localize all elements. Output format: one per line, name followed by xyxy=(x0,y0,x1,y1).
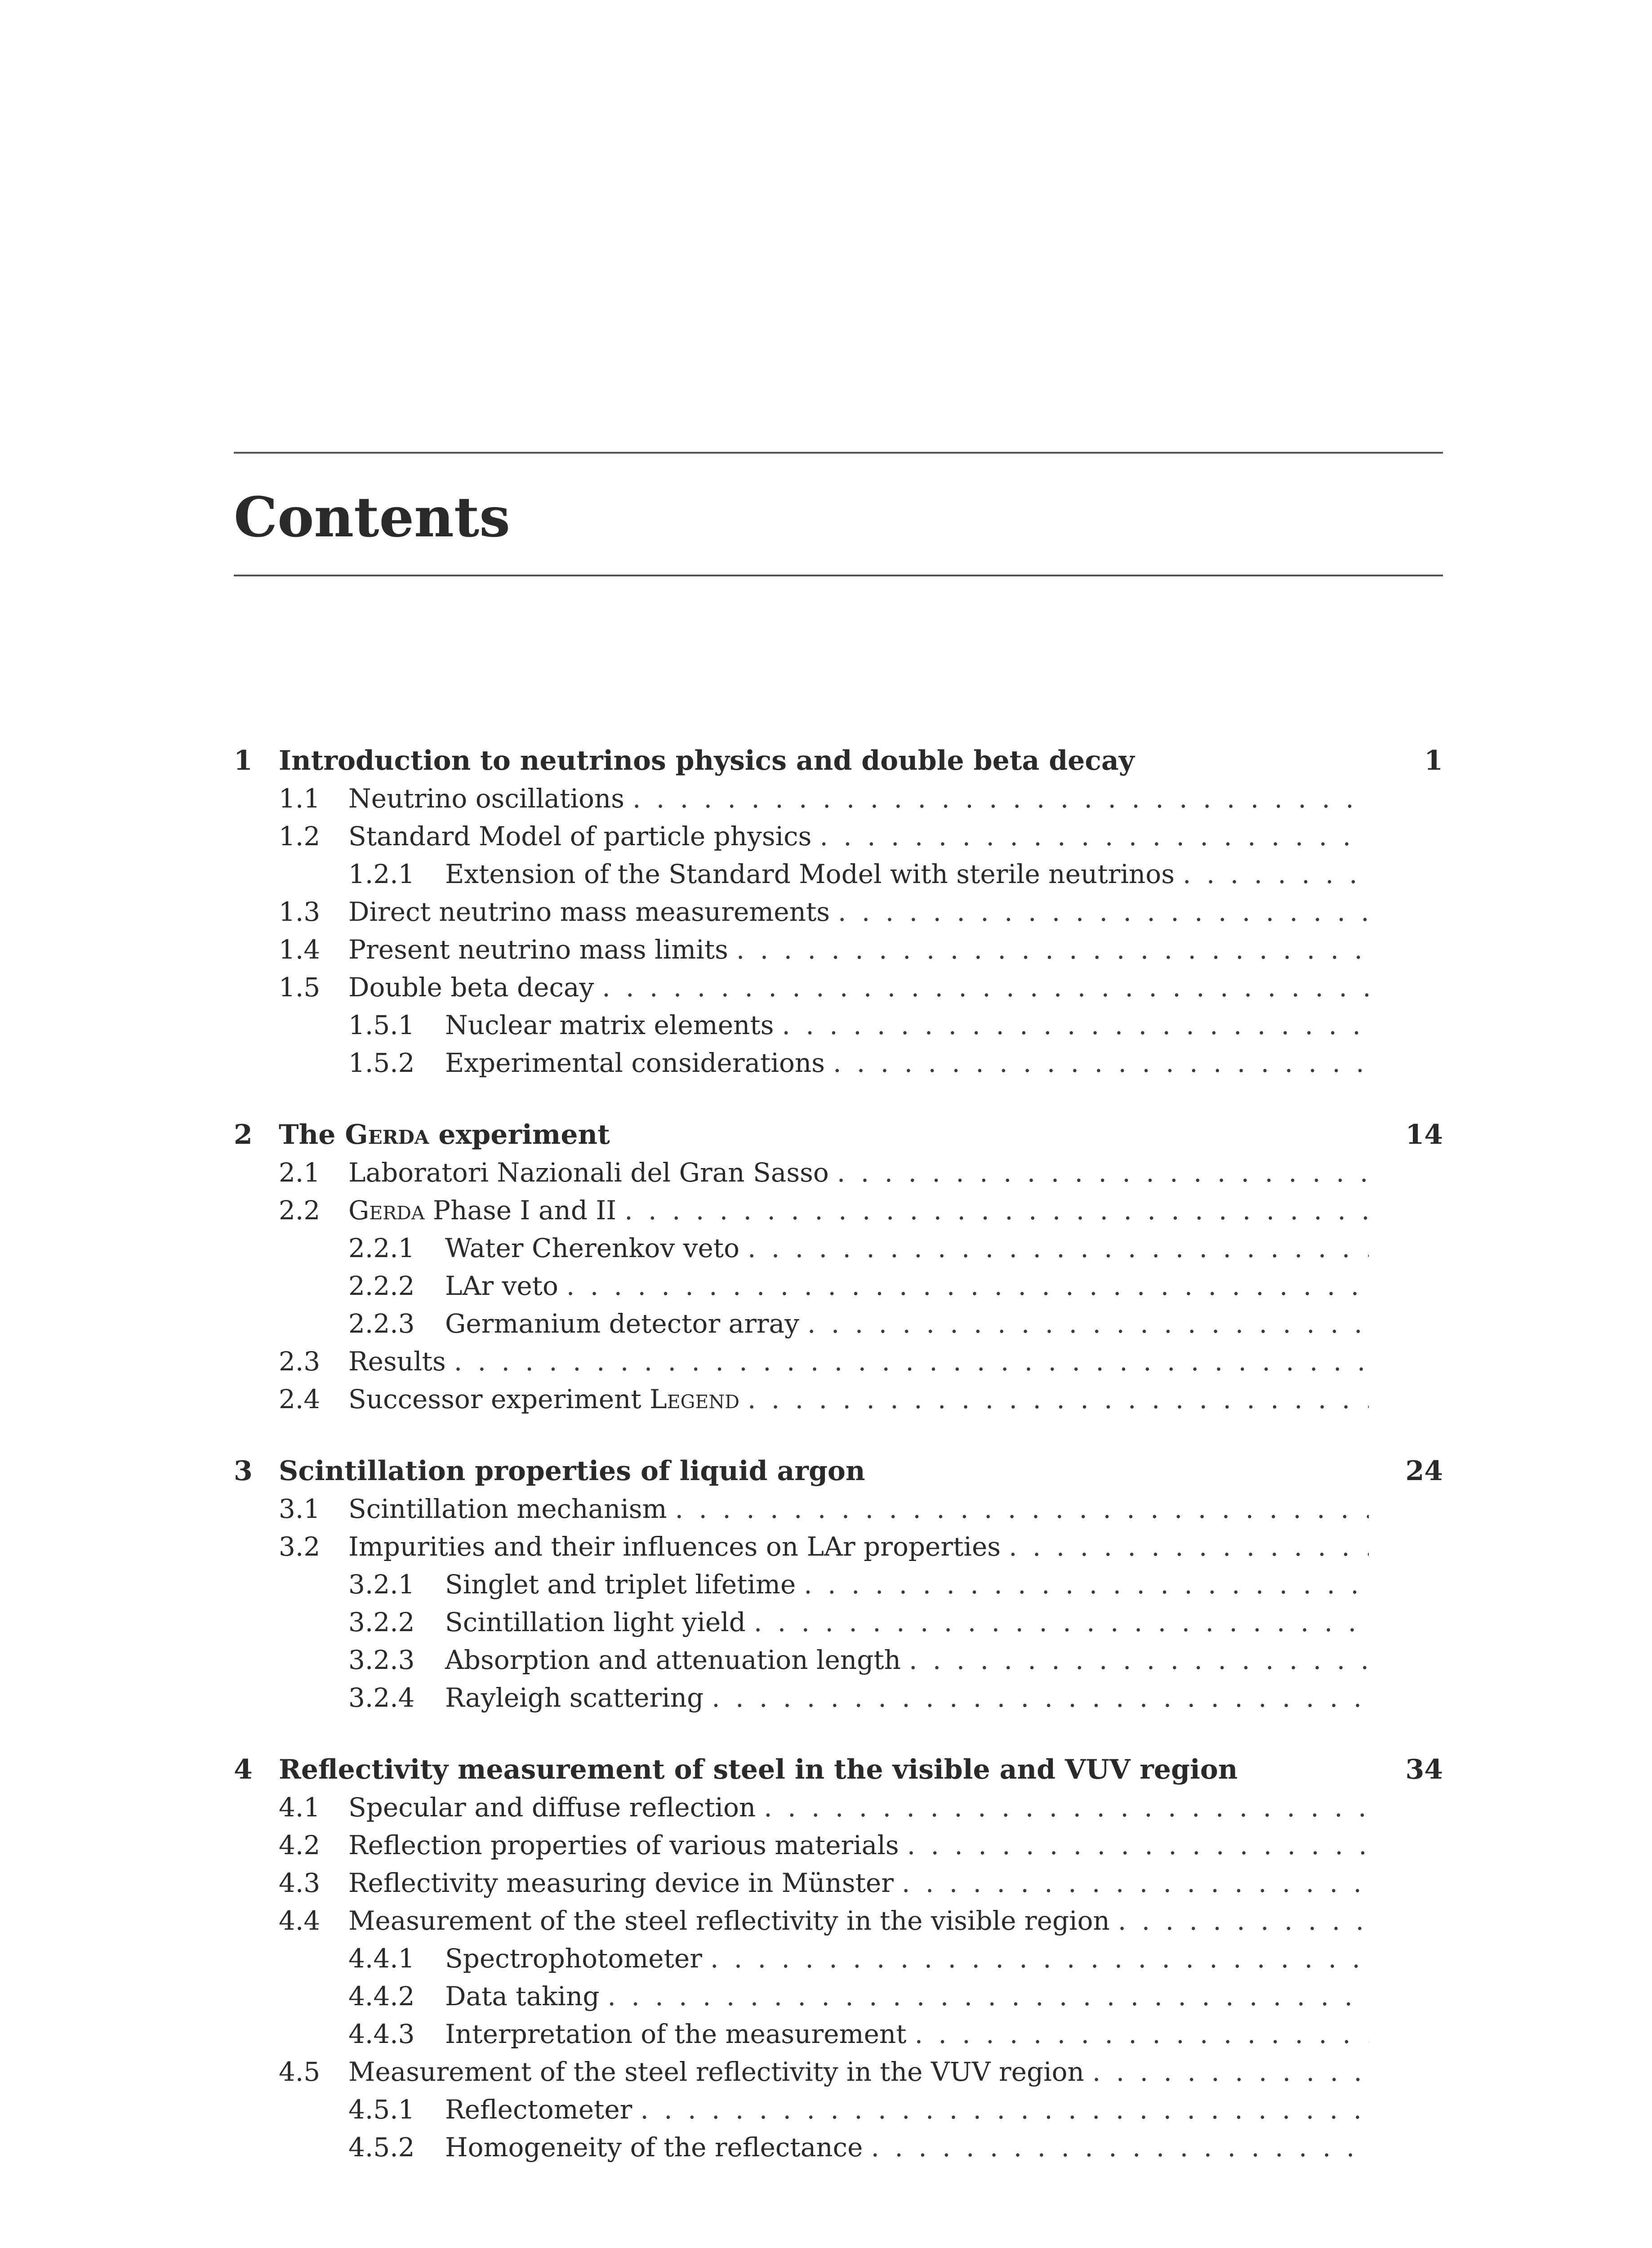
entry-title: Nuclear matrix elements xyxy=(445,1010,774,1040)
entry-title: Rayleigh scattering xyxy=(445,1682,704,1713)
dot-leader xyxy=(602,968,1369,1006)
dot-leader xyxy=(632,780,1369,817)
entry-number: 2.4 xyxy=(279,1384,321,1414)
toc-entry[interactable] xyxy=(234,1343,1443,1380)
top-rule xyxy=(234,452,1443,454)
entry-title: Reflection properties of various materials xyxy=(348,1830,899,1860)
entry-title: Data taking xyxy=(445,1981,600,2012)
entry-title: Measurement of the steel reflectivity in the visible region xyxy=(348,1905,1110,1936)
page-title: Contents xyxy=(234,485,510,549)
entry-title: Direct neutrino mass measurements xyxy=(348,897,830,927)
chapter-number: 1 xyxy=(234,745,253,776)
entry-title: Spectrophotometer xyxy=(445,1943,702,1974)
dot-leader xyxy=(454,1343,1369,1380)
toc-entry[interactable] xyxy=(234,817,1443,855)
dot-leader xyxy=(902,1864,1369,1902)
toc-entry[interactable] xyxy=(234,2091,1443,2128)
dot-leader xyxy=(909,1641,1369,1679)
entry-title: LAr veto xyxy=(445,1271,558,1301)
bottom-rule xyxy=(234,575,1443,576)
entry-title: Singlet and triplet lifetime xyxy=(445,1569,796,1600)
entry-number: 3.1 xyxy=(279,1494,321,1524)
entry-number: 4.3 xyxy=(279,1868,321,1898)
toc-entry[interactable] xyxy=(234,1191,1443,1229)
entry-number: 1.5.1 xyxy=(348,1010,415,1040)
entry-title-smallcaps: Gerda xyxy=(348,1195,425,1226)
toc-entry[interactable] xyxy=(234,1490,1443,1528)
dot-leader xyxy=(1118,1902,1369,1940)
chapter-title-suffix: experiment xyxy=(429,1119,610,1151)
dot-leader xyxy=(764,1789,1369,1826)
toc-entry[interactable] xyxy=(234,2128,1443,2166)
entry-number: 4.5.1 xyxy=(348,2094,415,2125)
chapter-number: 2 xyxy=(234,1119,253,1151)
entry-title: Double beta decay xyxy=(348,972,594,1003)
dot-leader xyxy=(748,1380,1369,1418)
entry-number: 4.4.3 xyxy=(348,2019,415,2049)
chapter-heading[interactable] xyxy=(234,1751,1443,1789)
dot-leader xyxy=(1009,1528,1369,1566)
chapter-title-smallcaps: Gerda xyxy=(345,1119,429,1151)
toc-entry[interactable] xyxy=(234,1940,1443,1977)
entry-number: 3.2.1 xyxy=(348,1569,415,1600)
entry-number: 3.2 xyxy=(279,1531,321,1562)
chapter-page-number: 24 xyxy=(1405,1455,1443,1487)
dot-leader xyxy=(675,1490,1369,1528)
entry-title: Water Cherenkov veto xyxy=(445,1233,739,1263)
chapter-title: Scintillation properties of liquid argon xyxy=(279,1455,865,1487)
entry-number: 4.1 xyxy=(279,1792,321,1823)
toc-entry[interactable] xyxy=(234,1864,1443,1902)
toc-entry[interactable] xyxy=(234,855,1443,893)
dot-leader xyxy=(624,1191,1369,1229)
entry-number: 4.5.2 xyxy=(348,2132,415,2163)
chapter-2 xyxy=(234,1116,1443,1418)
toc-entry[interactable] xyxy=(234,931,1443,968)
entry-title: Germanium detector array xyxy=(445,1308,799,1339)
toc-entry[interactable] xyxy=(234,1154,1443,1191)
dot-leader xyxy=(807,1305,1369,1343)
chapter-1 xyxy=(234,742,1443,1082)
entry-number: 2.2.2 xyxy=(348,1271,415,1301)
dot-leader xyxy=(736,931,1369,968)
table-of-contents xyxy=(234,742,1443,2200)
entry-title: Experimental considerations xyxy=(445,1048,825,1078)
entry-title: Scintillation mechanism xyxy=(348,1494,667,1524)
chapter-title-prefix: The xyxy=(279,1119,345,1151)
dot-leader xyxy=(907,1826,1369,1864)
dot-leader xyxy=(754,1603,1369,1641)
chapter-heading[interactable] xyxy=(234,1116,1443,1154)
entry-title: Laboratori Nazionali del Gran Sasso xyxy=(348,1157,829,1188)
entry-number: 4.4 xyxy=(279,1905,321,1936)
dot-leader xyxy=(640,2091,1369,2128)
toc-entry[interactable] xyxy=(234,893,1443,931)
toc-entry[interactable] xyxy=(234,1789,1443,1826)
chapter-page-number: 1 xyxy=(1424,745,1443,776)
toc-entry[interactable] xyxy=(234,780,1443,817)
entry-number: 4.4.2 xyxy=(348,1981,415,2012)
toc-entry[interactable] xyxy=(234,1380,1443,1418)
entry-number: 1.3 xyxy=(279,897,321,927)
dot-leader xyxy=(710,1940,1369,1977)
entry-title: Standard Model of particle physics xyxy=(348,821,812,852)
entry-title: Specular and diffuse reflection xyxy=(348,1792,756,1823)
entry-number: 3.2.2 xyxy=(348,1607,415,1637)
entry-number: 1.4 xyxy=(279,934,321,965)
entry-title-prefix: Successor experiment xyxy=(348,1384,650,1414)
entry-number: 1.2 xyxy=(279,821,321,852)
dot-leader xyxy=(748,1229,1369,1267)
dot-leader xyxy=(838,893,1369,931)
entry-title: Measurement of the steel reflectivity in the VUV region xyxy=(348,2056,1084,2087)
entry-number: 1.5 xyxy=(279,972,321,1003)
dot-leader xyxy=(833,1044,1369,1082)
entry-title: Absorption and attenuation length xyxy=(445,1645,901,1675)
chapter-title xyxy=(279,1116,1398,1154)
toc-entry[interactable] xyxy=(234,1826,1443,1864)
entry-number: 1.1 xyxy=(279,783,321,814)
toc-entry[interactable] xyxy=(234,1044,1443,1082)
chapter-3 xyxy=(234,1452,1443,1717)
dot-leader xyxy=(607,1977,1369,2015)
toc-entry[interactable] xyxy=(234,1679,1443,1717)
chapter-heading[interactable] xyxy=(234,1452,1443,1490)
toc-entry[interactable] xyxy=(234,2053,1443,2091)
entry-number: 3.2.3 xyxy=(348,1645,415,1675)
entry-number: 4.4.1 xyxy=(348,1943,415,1974)
entry-title: Reflectivity measuring device in Münster xyxy=(348,1868,894,1898)
toc-entry[interactable] xyxy=(234,1528,1443,1566)
dot-leader xyxy=(1092,2053,1369,2091)
dot-leader xyxy=(837,1154,1369,1191)
toc-entry[interactable] xyxy=(234,1902,1443,1940)
toc-entry[interactable] xyxy=(234,1006,1443,1044)
document-page xyxy=(234,0,1443,2248)
entry-title: Impurities and their influences on LAr properties xyxy=(348,1531,1001,1562)
chapter-title: Introduction to neutrinos physics and double beta decay xyxy=(279,745,1135,776)
entry-title: Results xyxy=(348,1346,446,1377)
chapter-heading[interactable] xyxy=(234,742,1443,780)
dot-leader xyxy=(1183,855,1369,893)
entry-title: Interpretation of the measurement xyxy=(445,2019,907,2049)
dot-leader xyxy=(804,1566,1369,1603)
toc-entry[interactable] xyxy=(234,1566,1443,1603)
toc-entry[interactable] xyxy=(234,1603,1443,1641)
toc-entry[interactable] xyxy=(234,1229,1443,1267)
chapter-page-number: 14 xyxy=(1405,1119,1443,1151)
entry-number: 2.3 xyxy=(279,1346,321,1377)
entry-title: Reflectometer xyxy=(445,2094,632,2125)
entry-number: 2.2.1 xyxy=(348,1233,415,1263)
chapter-number: 3 xyxy=(234,1455,253,1487)
toc-entry[interactable] xyxy=(234,968,1443,1006)
entry-number: 3.2.4 xyxy=(348,1682,415,1713)
entry-title xyxy=(348,1191,616,1229)
toc-entry[interactable] xyxy=(234,1641,1443,1679)
entry-number: 1.2.1 xyxy=(348,859,415,889)
toc-entry[interactable] xyxy=(234,2015,1443,2053)
dot-leader xyxy=(712,1679,1369,1717)
chapter-4 xyxy=(234,1751,1443,2166)
entry-number: 2.2 xyxy=(279,1195,321,1226)
entry-number: 2.1 xyxy=(279,1157,321,1188)
dot-leader xyxy=(819,817,1369,855)
dot-leader xyxy=(566,1267,1369,1305)
entry-title-smallcaps: Legend xyxy=(650,1384,740,1414)
toc-entry[interactable] xyxy=(234,1267,1443,1305)
toc-entry[interactable] xyxy=(234,1977,1443,2015)
entry-title: Homogeneity of the reflectance xyxy=(445,2132,863,2163)
dot-leader xyxy=(915,2015,1369,2053)
entry-title: Extension of the Standard Model with sterile neutrinos xyxy=(445,859,1175,889)
entry-title-suffix: Phase I and II xyxy=(424,1195,617,1226)
entry-title: Scintillation light yield xyxy=(445,1607,746,1637)
chapter-title: Reflectivity measurement of steel in the visible and VUV region xyxy=(279,1754,1238,1785)
chapter-page-number: 34 xyxy=(1405,1754,1443,1785)
dot-leader xyxy=(782,1006,1369,1044)
entry-title: Present neutrino mass limits xyxy=(348,934,728,965)
entry-number: 2.2.3 xyxy=(348,1308,415,1339)
entry-title xyxy=(348,1380,739,1418)
chapter-number: 4 xyxy=(234,1754,253,1785)
toc-entry[interactable] xyxy=(234,1305,1443,1343)
entry-number: 4.2 xyxy=(279,1830,321,1860)
entry-number: 4.5 xyxy=(279,2056,321,2087)
entry-title: Neutrino oscillations xyxy=(348,783,625,814)
dot-leader xyxy=(871,2128,1369,2166)
entry-number: 1.5.2 xyxy=(348,1048,415,1078)
